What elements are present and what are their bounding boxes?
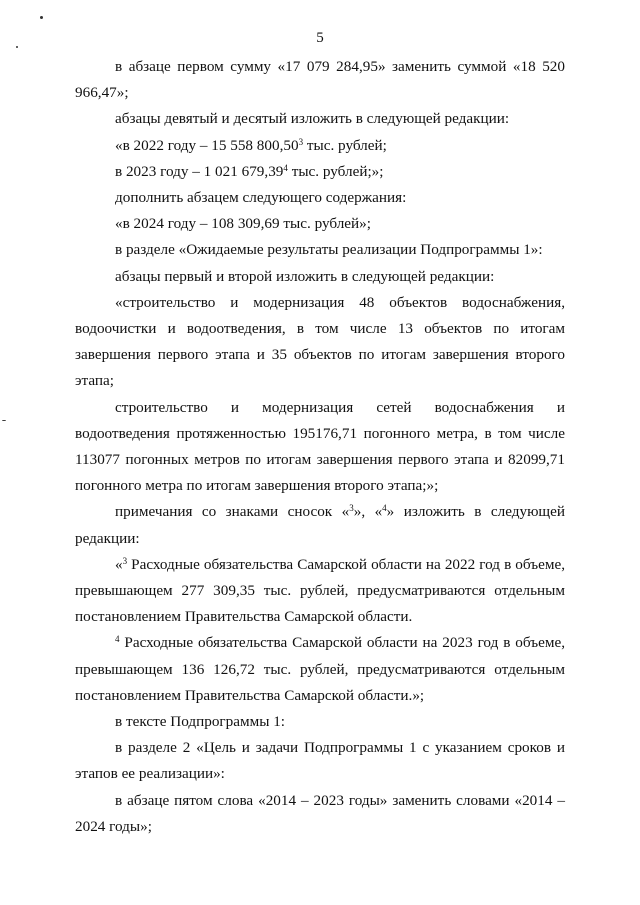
paragraph: примечания со знаками сносок «$^3$», «$^4$» изложить в следующей редакции: <box>75 503 565 547</box>
scan-mark <box>40 16 43 19</box>
paragraph: «в 2024 году – 108 309,69 тыс. рублей»; <box>115 215 371 233</box>
paragraph: в разделе 2 «Цель и задачи Подпрограммы 1 с указанием сроков и этапов ее реализации»: <box>75 739 565 783</box>
paragraph: в абзаце первом сумму «17 079 284,95» заменить суммой «18 520 966,47»; <box>75 58 565 102</box>
paragraph: строительство и модернизация сетей водоснабжения и водоотведения протяженностью 195176,71 погонного метра, в том числе 113077 погонных метров по итогам завершения первого этапа и 82099,71 погонного метра по итогам завершения второго этапа;»; <box>75 398 565 495</box>
paragraph: в тексте Подпрограммы 1: <box>115 713 286 731</box>
paragraph: в абзаце пятом слова «2014 – 2023 годы» заменить словами «2014 – 2024 годы»; <box>75 791 565 835</box>
paragraph: в 2023 году – 1 021 679,39$^4$ тыс. рублей;»; <box>115 162 384 180</box>
footnote-paragraph: «$^3$ Расходные обязательства Самарской области на 2022 год в объеме, превышающем 277 309,35 тыс. рублей, предусматриваются отдельным постановлением Правительства Самарской области. <box>75 555 565 626</box>
scan-mark <box>2 420 6 421</box>
paragraph: в разделе «Ожидаемые результаты реализации Подпрограммы 1»: <box>115 241 543 259</box>
paragraph: абзацы первый и второй изложить в следующей редакции: <box>115 267 495 285</box>
footnote-paragraph: $^4$ Расходные обязательства Самарской области на 2023 год в объеме, превышающем 136 126,72 тыс. рублей, предусматриваются отдельным постановлением Правительства Самарской области.»; <box>75 634 565 704</box>
paragraph: «в 2022 году – 15 558 800,50$^3$ тыс. рублей; <box>115 136 387 154</box>
paragraph: абзацы девятый и десятый изложить в следующей редакции: <box>115 110 510 128</box>
page-number: 5 <box>316 30 324 46</box>
document-body <box>75 54 565 840</box>
scan-mark <box>16 46 18 48</box>
paragraph: «строительство и модернизация 48 объектов водоснабжения, водоочистки и водоотведения, в том числе 13 объектов по итогам завершения первого этапа и 35 объектов по итогам завершения второго этапа; <box>75 293 565 390</box>
paragraph: дополнить абзацем следующего содержания: <box>115 189 407 207</box>
